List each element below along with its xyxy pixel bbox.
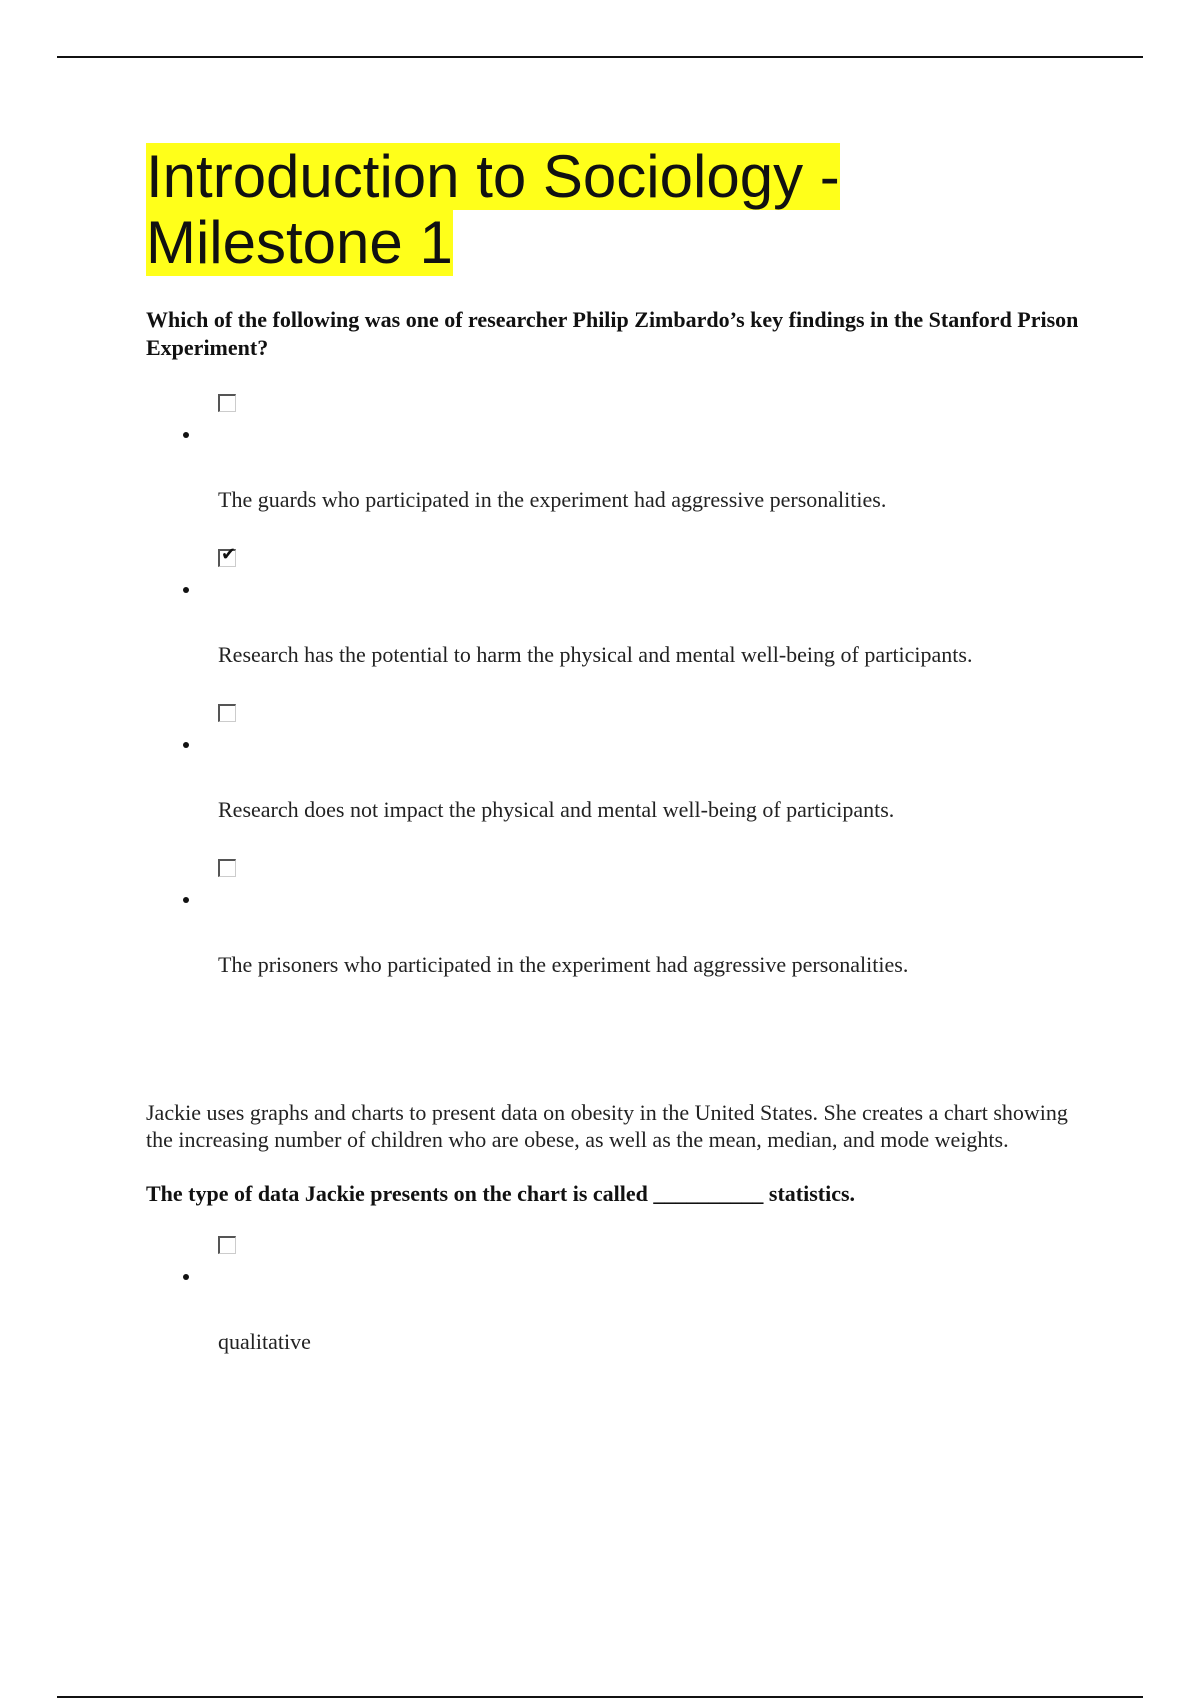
checkbox[interactable]	[218, 859, 236, 877]
bullet-icon	[183, 432, 189, 438]
answer-option	[146, 544, 1086, 704]
checkbox[interactable]	[218, 394, 236, 412]
checkmark-icon: ✔	[221, 544, 237, 565]
option-text: Research has the potential to harm the physical and mental well-being of participants.	[218, 642, 973, 667]
checkbox[interactable]	[218, 544, 237, 567]
checkbox[interactable]	[218, 704, 236, 722]
bullet-icon	[183, 587, 189, 593]
question-2-options	[146, 1236, 1086, 1391]
option-text: The guards who participated in the experiment had aggressive personalities.	[218, 487, 887, 512]
option-text: Research does not impact the physical and mental well-being of participants.	[218, 797, 895, 822]
page-title: Introduction to Sociology - Milestone 1	[146, 143, 840, 276]
option-text: The prisoners who participated in the experiment had aggressive personalities.	[218, 952, 909, 977]
top-rule	[57, 56, 1143, 58]
answer-option	[146, 859, 1086, 1014]
bottom-rule	[57, 1696, 1143, 1698]
question-1-prompt: Which of the following was one of researcher Philip Zimbardo’s key findings in the Stanford Prison Experiment?	[146, 307, 1079, 360]
answer-option	[146, 1236, 1086, 1391]
answer-option	[146, 394, 1086, 549]
option-text: qualitative	[218, 1329, 311, 1354]
question-2-prompt: The type of data Jackie presents on the chart is called __________ statistics.	[146, 1181, 856, 1206]
document-body	[146, 144, 1086, 1391]
bullet-icon	[183, 742, 189, 748]
question-2-context: Jackie uses graphs and charts to present data on obesity in the United States. She creates a chart showing the increasing number of children who are obese, as well as the mean, median, and mode weights.	[146, 1100, 1068, 1152]
bullet-icon	[183, 1274, 189, 1280]
question-1-options	[146, 394, 1086, 1014]
bullet-icon	[183, 897, 189, 903]
checkbox[interactable]	[218, 1236, 236, 1254]
answer-option	[146, 704, 1086, 859]
